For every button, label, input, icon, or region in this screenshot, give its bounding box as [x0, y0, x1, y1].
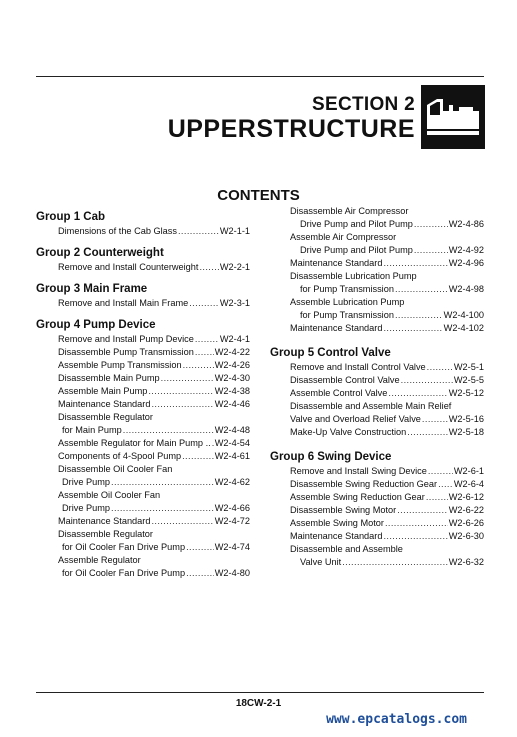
toc-entry[interactable] — [270, 374, 484, 387]
toc-entry-row — [36, 450, 250, 463]
toc-group-title: Group 1 Cab — [36, 211, 106, 223]
toc-entry[interactable] — [270, 543, 484, 569]
toc-entry[interactable] — [270, 270, 484, 296]
toc-entry-page: W2-4-46 — [214, 399, 250, 409]
toc-entry[interactable] — [270, 361, 484, 374]
toc-entry-page: W2-5-5 — [453, 375, 484, 385]
toc-entry-row — [36, 424, 250, 437]
section-label: SECTION 2 — [312, 94, 415, 115]
toc-entry-title: Make-Up Valve Construction — [290, 427, 407, 437]
dot-leader — [111, 502, 214, 515]
toc-entry[interactable] — [36, 359, 250, 372]
dot-leader — [388, 387, 447, 400]
toc-entry[interactable] — [270, 231, 484, 257]
dot-leader — [161, 372, 214, 385]
dot-leader — [182, 450, 214, 463]
toc-entry-row — [270, 465, 484, 478]
dot-leader — [401, 374, 453, 387]
toc-entry-page: W2-4-26 — [214, 360, 250, 370]
dot-leader — [151, 398, 213, 411]
toc-entry-page: W2-4-102 — [443, 323, 484, 333]
dot-leader — [342, 556, 448, 569]
toc-entry[interactable] — [36, 372, 250, 385]
toc-entry-page: W2-4-80 — [214, 568, 250, 578]
toc-entry-row — [36, 261, 250, 274]
toc-entry-row — [36, 333, 250, 346]
toc-group — [36, 317, 250, 580]
toc-entry[interactable] — [270, 205, 484, 231]
toc-entry-row — [270, 283, 484, 296]
toc-group — [270, 345, 484, 439]
toc-entry-first-line: Disassemble Lubrication Pump — [290, 271, 417, 281]
dot-leader — [428, 465, 453, 478]
toc-entry-first-line: Disassemble and Assemble — [290, 544, 403, 554]
toc-entry-first-line: Assemble Lubrication Pump — [290, 297, 405, 307]
toc-entry-row — [270, 517, 484, 530]
dot-leader — [385, 517, 448, 530]
toc-entry-first-line: Disassemble and Assemble Main Relief — [290, 401, 452, 411]
toc-entry-first-line: Assemble Air Compressor — [290, 232, 397, 242]
toc-entry-page: W2-5-16 — [448, 414, 484, 424]
toc-group-title: Group 4 Pump Device — [36, 319, 156, 331]
toc-entry-row — [270, 374, 484, 387]
toc-entry-row — [36, 437, 250, 450]
toc-entry[interactable] — [36, 346, 250, 359]
dot-leader — [178, 225, 219, 238]
toc-entry-title: Remove and Install Swing Device — [290, 466, 427, 476]
toc-entry-row — [36, 567, 250, 580]
toc-entry-title: Maintenance Standard — [58, 516, 151, 526]
toc-entry-title: for Pump Transmission — [300, 310, 394, 320]
toc-entry-title: Assemble Control Valve — [290, 388, 388, 398]
toc-entry-title: Valve Unit — [300, 557, 342, 567]
toc-entry-row — [270, 491, 484, 504]
toc-entry[interactable] — [36, 450, 250, 463]
dot-leader — [422, 413, 448, 426]
toc-group-title: Group 3 Main Frame — [36, 283, 148, 295]
toc-entry[interactable] — [270, 517, 484, 530]
dot-leader — [189, 297, 219, 310]
toc-entry[interactable] — [270, 478, 484, 491]
toc-entry[interactable] — [36, 489, 250, 515]
toc-entry[interactable] — [36, 385, 250, 398]
toc-entry-row — [270, 387, 484, 400]
dot-leader — [183, 359, 214, 372]
toc-entry-title: Remove and Install Pump Device — [58, 334, 194, 344]
toc-entry-page: W2-4-86 — [448, 219, 484, 229]
toc-left-column — [36, 209, 250, 587]
dot-leader — [395, 283, 448, 296]
toc-group — [36, 209, 250, 238]
toc-entry-page: W2-4-66 — [214, 503, 250, 513]
toc-entry-title: Disassemble Pump Transmission — [58, 347, 194, 357]
toc-entry-title: Assemble Main Pump — [58, 386, 148, 396]
toc-entry-row — [36, 359, 250, 372]
toc-entry[interactable] — [270, 257, 484, 270]
toc-group-title: Group 6 Swing Device — [270, 451, 392, 463]
toc-entry-title: Drive Pump — [62, 503, 110, 513]
toc-entry-first-line: Assemble Oil Cooler Fan — [58, 490, 161, 500]
toc-entry-title: Maintenance Standard — [290, 258, 383, 268]
toc-entry-page: W2-6-22 — [448, 505, 484, 515]
dot-leader — [426, 491, 448, 504]
toc-entry-row — [270, 556, 484, 569]
toc-entry-row — [270, 257, 484, 270]
toc-entry-page: W2-3-1 — [219, 298, 250, 308]
toc-entry-first-line: Disassemble Oil Cooler Fan — [58, 464, 173, 474]
toc-entry-title: Assemble Pump Transmission — [58, 360, 182, 370]
toc-entry-page: W2-4-30 — [214, 373, 250, 383]
toc-entry-first-line: Disassemble Regulator — [58, 529, 153, 539]
toc-entry[interactable] — [36, 515, 250, 528]
toc-entry-page: W2-4-72 — [214, 516, 250, 526]
toc-entry[interactable] — [270, 426, 484, 439]
toc-entry-title: for Oil Cooler Fan Drive Pump — [62, 542, 186, 552]
toc-entry-title: Assemble Swing Motor — [290, 518, 384, 528]
toc-entry-row — [36, 372, 250, 385]
toc-entry-page: W2-5-18 — [448, 427, 484, 437]
toc-entry[interactable] — [36, 554, 250, 580]
toc-entry-title: Maintenance Standard — [290, 323, 383, 333]
toc-entry-page: W2-4-22 — [214, 347, 250, 357]
toc-entry-title: Remove and Install Main Frame — [58, 298, 189, 308]
toc-entry-row — [270, 478, 484, 491]
dot-leader — [195, 346, 214, 359]
toc-entry-page: W2-4-38 — [214, 386, 250, 396]
toc-entry-page: W2-4-62 — [214, 477, 250, 487]
toc-entry-title: Disassemble Control Valve — [290, 375, 400, 385]
dot-leader — [148, 385, 213, 398]
toc-entry-page: W2-4-74 — [214, 542, 250, 552]
toc-entry-title: Remove and Install Counterweight — [58, 262, 199, 272]
toc-entry-title: Assemble Regulator for Main Pump .. — [58, 438, 211, 448]
toc-entry[interactable] — [270, 400, 484, 426]
toc-entry[interactable] — [270, 322, 484, 335]
dot-leader — [414, 244, 448, 257]
toc-entry-title: Disassemble Swing Reduction Gear — [290, 479, 438, 489]
dot-leader — [395, 309, 443, 322]
toc-group — [270, 449, 484, 569]
toc-entry[interactable] — [36, 297, 250, 310]
toc-group-title: Group 5 Control Valve — [270, 347, 391, 359]
toc-entry-title: Drive Pump and Pilot Pump — [300, 219, 413, 229]
toc-entry-row — [270, 413, 484, 426]
toc-entry-title: Dimensions of the Cab Glass — [58, 226, 177, 236]
toc-entry-page: W2-6-12 — [448, 492, 484, 502]
bottom-rule — [36, 692, 484, 693]
toc-entry-row — [270, 322, 484, 335]
watermark-link[interactable]: www.epcatalogs.com — [326, 712, 467, 727]
toc-entry-title: Disassemble Main Pump — [58, 373, 160, 383]
toc-entry[interactable] — [270, 296, 484, 322]
toc-entry[interactable] — [36, 463, 250, 489]
toc-entry-page: W2-5-12 — [448, 388, 484, 398]
dot-leader — [123, 424, 214, 437]
toc-entry-row — [270, 244, 484, 257]
toc-entry-row — [36, 515, 250, 528]
toc-entry-row — [36, 346, 250, 359]
dot-leader — [151, 515, 213, 528]
toc-entry-title: for Oil Cooler Fan Drive Pump — [62, 568, 186, 578]
toc-entry-first-line: Disassemble Air Compressor — [290, 206, 409, 216]
dot-leader — [212, 437, 214, 450]
toc-entry-title: Remove and Install Control Valve — [290, 362, 426, 372]
dot-leader — [383, 257, 447, 270]
toc-entry-row — [270, 426, 484, 439]
toc-entry-page: W2-4-96 — [448, 258, 484, 268]
dot-leader — [407, 426, 448, 439]
dot-leader — [186, 567, 214, 580]
toc-entry[interactable] — [270, 530, 484, 543]
toc-entry[interactable] — [270, 465, 484, 478]
toc-entry-page: W2-4-1 — [219, 334, 250, 344]
toc-entry-page: W2-6-26 — [448, 518, 484, 528]
toc-entry-title: Disassemble Swing Motor — [290, 505, 397, 515]
toc-group-title: Group 2 Counterweight — [36, 247, 164, 259]
toc-entry-title: for Pump Transmission — [300, 284, 394, 294]
toc-group-continued — [270, 205, 484, 335]
toc-entry[interactable] — [36, 398, 250, 411]
toc-group — [36, 281, 250, 310]
dot-leader — [186, 541, 214, 554]
toc-entry-row — [270, 309, 484, 322]
toc-entry-row — [270, 504, 484, 517]
dot-leader — [199, 261, 218, 274]
dot-leader — [111, 476, 214, 489]
toc-entry-row — [36, 502, 250, 515]
toc-entry[interactable] — [270, 387, 484, 400]
toc-entry-page: W2-4-54 — [214, 438, 250, 448]
toc-entry-title: Maintenance Standard — [58, 399, 151, 409]
toc-group — [36, 245, 250, 274]
top-rule — [36, 76, 484, 77]
toc-entry[interactable] — [36, 261, 250, 274]
toc-entry[interactable] — [36, 528, 250, 554]
toc-entry-row — [270, 361, 484, 374]
toc-entry-page: W2-4-61 — [214, 451, 250, 461]
toc-entry-row — [36, 541, 250, 554]
toc-entry-row — [36, 476, 250, 489]
toc-entry-page: W2-4-100 — [443, 310, 484, 320]
toc-entry-title: for Main Pump — [62, 425, 122, 435]
toc-entry-row — [270, 218, 484, 231]
dot-leader — [383, 530, 447, 543]
toc-entry-page: W2-6-1 — [453, 466, 484, 476]
toc-entry[interactable] — [36, 225, 250, 238]
page-number: 18CW-2-1 — [235, 698, 282, 709]
toc-entry-title: Assemble Swing Reduction Gear — [290, 492, 425, 502]
dot-leader — [438, 478, 453, 491]
toc-entry-title: Valve and Overload Relief Valve — [290, 414, 421, 424]
dot-leader — [397, 504, 448, 517]
toc-entry-page: W2-5-1 — [453, 362, 484, 372]
toc-entry-page: W2-4-98 — [448, 284, 484, 294]
toc-entry-page: W2-6-30 — [448, 531, 484, 541]
toc-entry-row — [270, 530, 484, 543]
toc-entry-row — [36, 297, 250, 310]
toc-entry-title: Components of 4-Spool Pump — [58, 451, 182, 461]
toc-entry-first-line: Disassemble Regulator — [58, 412, 153, 422]
toc-entry[interactable] — [270, 491, 484, 504]
dot-leader — [414, 218, 448, 231]
toc-entry-title: Drive Pump and Pilot Pump — [300, 245, 413, 255]
dot-leader — [383, 322, 442, 335]
dot-leader — [195, 333, 219, 346]
toc-entry-title: Drive Pump — [62, 477, 110, 487]
toc-entry-title: Maintenance Standard — [290, 531, 383, 541]
excavator-upperstructure-icon — [421, 85, 485, 149]
toc-entry-row — [36, 385, 250, 398]
section-title: UPPERSTRUCTURE — [167, 115, 415, 143]
toc-entry-page: W2-4-48 — [214, 425, 250, 435]
toc-entry[interactable] — [270, 504, 484, 517]
toc-entry-page: W2-6-32 — [448, 557, 484, 567]
toc-entry-page: W2-4-92 — [448, 245, 484, 255]
toc-entry-row — [36, 398, 250, 411]
toc-entry-first-line: Assemble Regulator — [58, 555, 141, 565]
toc-entry-page: W2-2-1 — [219, 262, 250, 272]
contents-heading: CONTENTS — [217, 187, 300, 204]
dot-leader — [427, 361, 453, 374]
toc-entry[interactable] — [36, 411, 250, 437]
toc-entry[interactable] — [36, 333, 250, 346]
toc-entry-page: W2-6-4 — [453, 479, 484, 489]
toc-right-column — [270, 206, 484, 576]
toc-entry-row — [36, 225, 250, 238]
toc-entry[interactable] — [36, 437, 250, 450]
toc-entry-page: W2-1-1 — [219, 226, 250, 236]
